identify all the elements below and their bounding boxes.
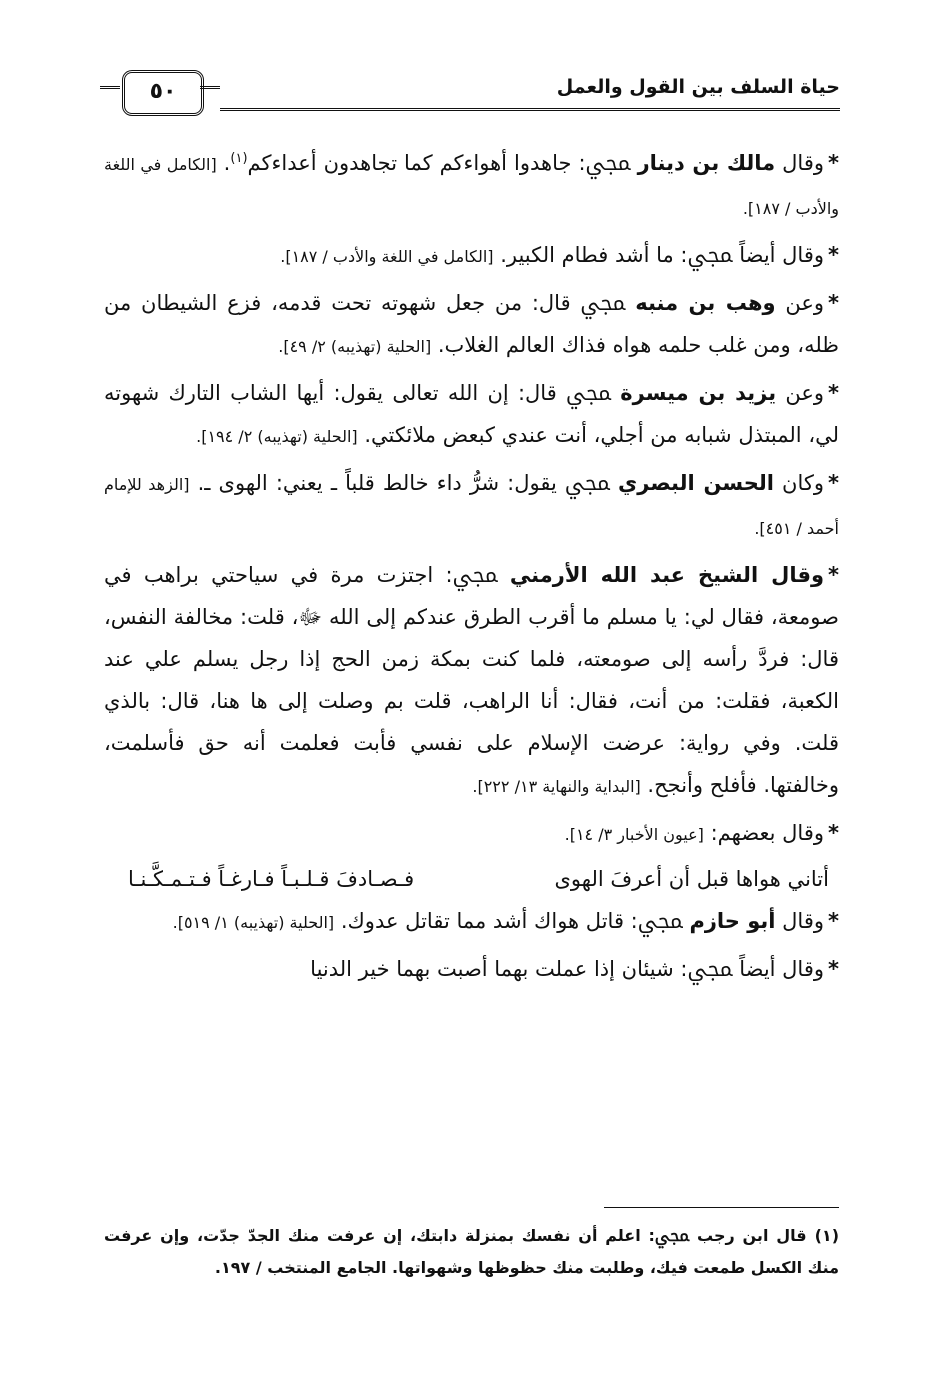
verse-hemistich-2: فـصـادفَ قـلـبـاً فـارغـاً فـتـمـكَّـنـا — [128, 867, 415, 891]
bullet: * — [828, 563, 840, 587]
footnote — [104, 1220, 839, 1284]
source-citation: [الحلية (تهذيبه) ٢/ ٤٩]. — [278, 337, 432, 356]
quote-text: : اجتزت مرة في سياحتي براهب في صومعة، فقال لي: يا مسلم ما أقرب الطرق عندكم إلى الله ﷻ، قلت: مخالفة النفس، قال: فردَّ رأسه إلى صومعته، فلما كنت بمكة زمن الحج إذا رجل يسلم علي عند الكعبة، فقلت: من أنت، فقال: أنا الراهب، قلت بم وصلت إلى ها هنا، قال: بالذي قلت. وفي رواية: عرضت الإسلام على نفسي فأبت فعلمت أنه حق فأسلمت، وخالفتها. فأفلح وأنجح. — [104, 563, 839, 797]
source-citation: [الكامل في اللغة والأدب / ١٨٧]. — [280, 247, 494, 266]
paragraph-6 — [104, 554, 839, 808]
main-text — [104, 142, 839, 994]
footnote-marker: (١) — [230, 151, 248, 166]
footnote-number: (١) — [814, 1226, 839, 1245]
quote-text: : قاتل هواك أشد مما تقاتل عدوك. — [334, 909, 638, 933]
paragraph-5 — [104, 462, 839, 550]
verse-hemistich-1: أتاني هواها قبل أن أعرفَ الهوى — [554, 867, 829, 891]
header-rule — [220, 108, 840, 111]
paragraph-3 — [104, 282, 839, 368]
punctuation: . — [216, 151, 231, 175]
header-ornament-left — [100, 86, 120, 89]
honorific: ﷀ — [452, 563, 510, 587]
person-name: يزيد بن ميسرة — [620, 381, 777, 405]
page-number: ٥٠ — [122, 70, 204, 116]
quote-text: يقول: شرُّ داء خالط قلباً ـ يعني: الهوى ـ. — [189, 471, 565, 495]
person-name: مالك بن دينار — [637, 151, 776, 175]
honorific: ﷀ — [687, 243, 740, 267]
paragraph-1 — [104, 142, 839, 230]
footnote-text: قال ابن رجب ﷀ: اعلم أن نفسك بمنزلة دابتك، إن عرفت منك الجدّ جدّت، وإن عرفت منك الكسل طمعت فيك، وطلبت منك حظوظها وشهواتها. الجامع المنتخب / ١٩٧. — [104, 1226, 839, 1277]
honorific: ﷀ — [580, 291, 636, 315]
para-lead: وعن — [775, 291, 825, 315]
paragraph-9 — [104, 948, 839, 990]
paragraph-4 — [104, 372, 839, 458]
source-citation: [الزهد للإمام أحمد / ٤٥١]. — [104, 475, 839, 538]
poetry-verse — [104, 858, 839, 900]
para-lead: وقال بعضهم: — [703, 821, 825, 845]
quote-text: : ما أشد فطام الكبير. — [493, 243, 688, 267]
para-lead: وقال — [775, 909, 825, 933]
bullet: * — [828, 471, 839, 495]
page-header — [100, 70, 840, 120]
bullet: * — [828, 291, 840, 315]
paragraph-2 — [104, 234, 839, 278]
para-lead: وقال — [758, 563, 825, 587]
header-ornament-right — [200, 86, 220, 89]
person-name: الشيخ عبد الله الأرمني — [509, 563, 759, 587]
bullet: * — [828, 821, 839, 845]
para-lead: وكان — [773, 471, 824, 495]
para-lead: وقال أيضاً — [739, 243, 825, 267]
honorific: ﷀ — [564, 471, 619, 495]
bullet: * — [828, 151, 839, 175]
source-citation: [عيون الأخبار ٣/ ١٤]. — [564, 825, 704, 844]
source-citation: [البداية والنهاية ١٣/ ٢٢٢]. — [472, 777, 641, 796]
honorific: ﷀ — [637, 909, 690, 933]
running-title: حياة السلف بين القول والعمل — [556, 76, 840, 98]
paragraph-7 — [104, 812, 839, 856]
paragraph-8 — [104, 900, 839, 944]
bullet: * — [828, 909, 839, 933]
honorific: ﷀ — [585, 151, 638, 175]
quote-text: قال: إن الله تعالى يقول: أيها الشاب التارك شهوته لي، المبتذل شبابه من أجلي، أنت عندي كبعض ملائكتي. — [104, 381, 839, 447]
source-citation: [الحلية (تهذيبه) ٢/ ١٩٤]. — [196, 427, 358, 446]
footnote-rule — [604, 1207, 839, 1208]
bullet: * — [828, 957, 839, 981]
honorific: ﷀ — [565, 381, 621, 405]
para-lead: وعن — [776, 381, 825, 405]
source-citation: [الكامل في اللغة والأدب / ١٨٧]. — [104, 155, 839, 218]
person-name: الحسن البصري — [618, 471, 774, 495]
honorific: ﷀ — [687, 957, 740, 981]
person-name: أبو حازم — [689, 909, 776, 933]
bullet: * — [828, 381, 840, 405]
para-lead: وقال أيضاً — [739, 957, 825, 981]
bullet: * — [828, 243, 839, 267]
para-lead: وقال — [775, 151, 825, 175]
person-name: وهب بن منبه — [635, 291, 776, 315]
quote-text: : شيئان إذا عملت بهما أصبت بهما خير الدنيا — [310, 957, 688, 981]
source-citation: [الحلية (تهذيبه) ١/ ٥١٩]. — [172, 913, 335, 932]
quote-text: : جاهدوا أهواءكم كما تجاهدون أعداءكم — [247, 151, 586, 175]
quote-text: قال: من جعل شهوته تحت قدمه، فزع الشيطان من ظله، ومن غلب حلمه هواه فذاك العالم الغلاب. — [104, 291, 839, 357]
